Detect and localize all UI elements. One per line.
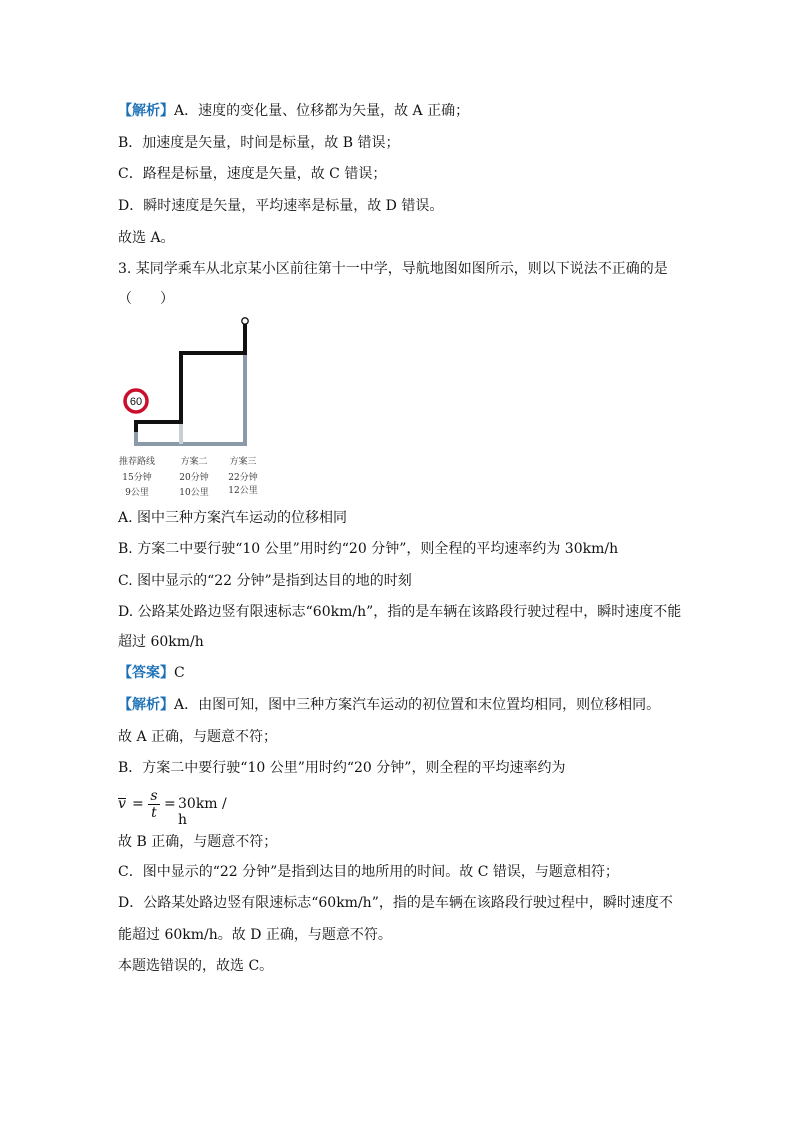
- analysis2-line-d2: 能超过 60km/h。故 D 正确，与题意不符。: [118, 927, 392, 943]
- formula-denominator: t: [151, 805, 157, 821]
- option-d-line2: 超过 60km/h: [118, 634, 204, 650]
- analysis2-line-c: C．图中显示的“22 分钟”是指到达目的地所用的时间。故 C 错误，与题意相符；: [118, 864, 619, 880]
- answer-tag: 【答案】: [118, 665, 174, 681]
- route-plan-two-time: 20分钟: [179, 473, 209, 483]
- analysis2-tag: 【解析】: [118, 697, 174, 713]
- formula-result: 30km / h: [178, 796, 227, 828]
- analysis2-line-a1: [118, 695, 660, 715]
- route-plan-two-dist: 10公里: [179, 488, 209, 498]
- formula-equals-2: =: [164, 796, 176, 812]
- average-speed-formula: [118, 788, 238, 828]
- analysis-line-c: C．路程是标量，速度是矢量，故 C 错误；: [118, 166, 387, 182]
- analysis-line-d: D．瞬时速度是矢量，平均速率是标量，故 D 错误。: [118, 198, 444, 214]
- answer-value: C: [174, 665, 185, 681]
- analysis2-line-a2: 故 A 正确，与题意不符；: [118, 729, 278, 745]
- analysis2-text-a1: A．由图可知，图中三种方案汽车运动的初位置和末位置均相同，则位移相同。: [174, 697, 661, 713]
- question-stem: 3. 某同学乘车从北京某小区前往第十一中学，导航地图如图所示，则以下说法不正确的是: [118, 261, 668, 277]
- choice-line: 故选 A。: [118, 230, 175, 246]
- option-d-line1: D. 公路某处路边竖有限速标志“60km/h”，指的是车辆在该路段行驶过程中，瞬时速度不能: [118, 604, 682, 620]
- option-c: C. 图中显示的“22 分钟”是指到达目的地的时刻: [118, 573, 412, 589]
- route-plan-three-name: 方案三: [229, 457, 257, 467]
- formula-numerator: s: [150, 788, 158, 804]
- route-recommended-dist: 9公里: [125, 488, 149, 498]
- formula-equals-1: =: [132, 796, 144, 812]
- formula-fraction: [148, 788, 160, 821]
- route-plan-three: [136, 352, 245, 444]
- route-plan-two-name: 方案二: [180, 457, 208, 467]
- analysis-text-a: A．速度的变化量、位移都为矢量，故 A 正确；: [174, 103, 470, 119]
- route-recommended-time: 15分钟: [122, 473, 152, 483]
- analysis-tag: 【解析】: [118, 103, 174, 119]
- question-paren: （ ）: [118, 291, 174, 307]
- navigation-map-figure: [112, 312, 282, 502]
- formula-v-bar: v: [118, 796, 126, 812]
- analysis2-line-b2: 故 B 正确，与题意不符；: [118, 834, 278, 850]
- speed-limit-value: 60: [129, 396, 143, 408]
- answer-line: [118, 663, 185, 683]
- final-conclusion: 本题选错误的，故选 C。: [118, 958, 274, 974]
- analysis2-line-d1: D．公路某处路边竖有限速标志“60km/h”，指的是车辆在该路段行驶过程中，瞬时速度不: [118, 895, 673, 911]
- destination-marker: [242, 318, 248, 324]
- route-plan-three-dist: 12公里: [228, 486, 258, 496]
- route-plan-three-time: 22分钟: [228, 473, 258, 483]
- option-b: B. 方案二中要行驶“10 公里”用时约“20 分钟”，则全程的平均速率约为 30km/h: [118, 541, 619, 557]
- route-recommended: [136, 324, 245, 432]
- option-a: A. 图中三种方案汽车运动的位移相同: [118, 510, 348, 526]
- analysis2-line-b1: B．方案二中要行驶“10 公里”用时约“20 分钟”，则全程的平均速率约为: [118, 760, 566, 776]
- route-recommended-name: 推荐路线: [118, 457, 156, 467]
- analysis-line-a: [118, 101, 469, 121]
- analysis-line-b: B．加速度是矢量，时间是标量，故 B 错误；: [118, 135, 400, 151]
